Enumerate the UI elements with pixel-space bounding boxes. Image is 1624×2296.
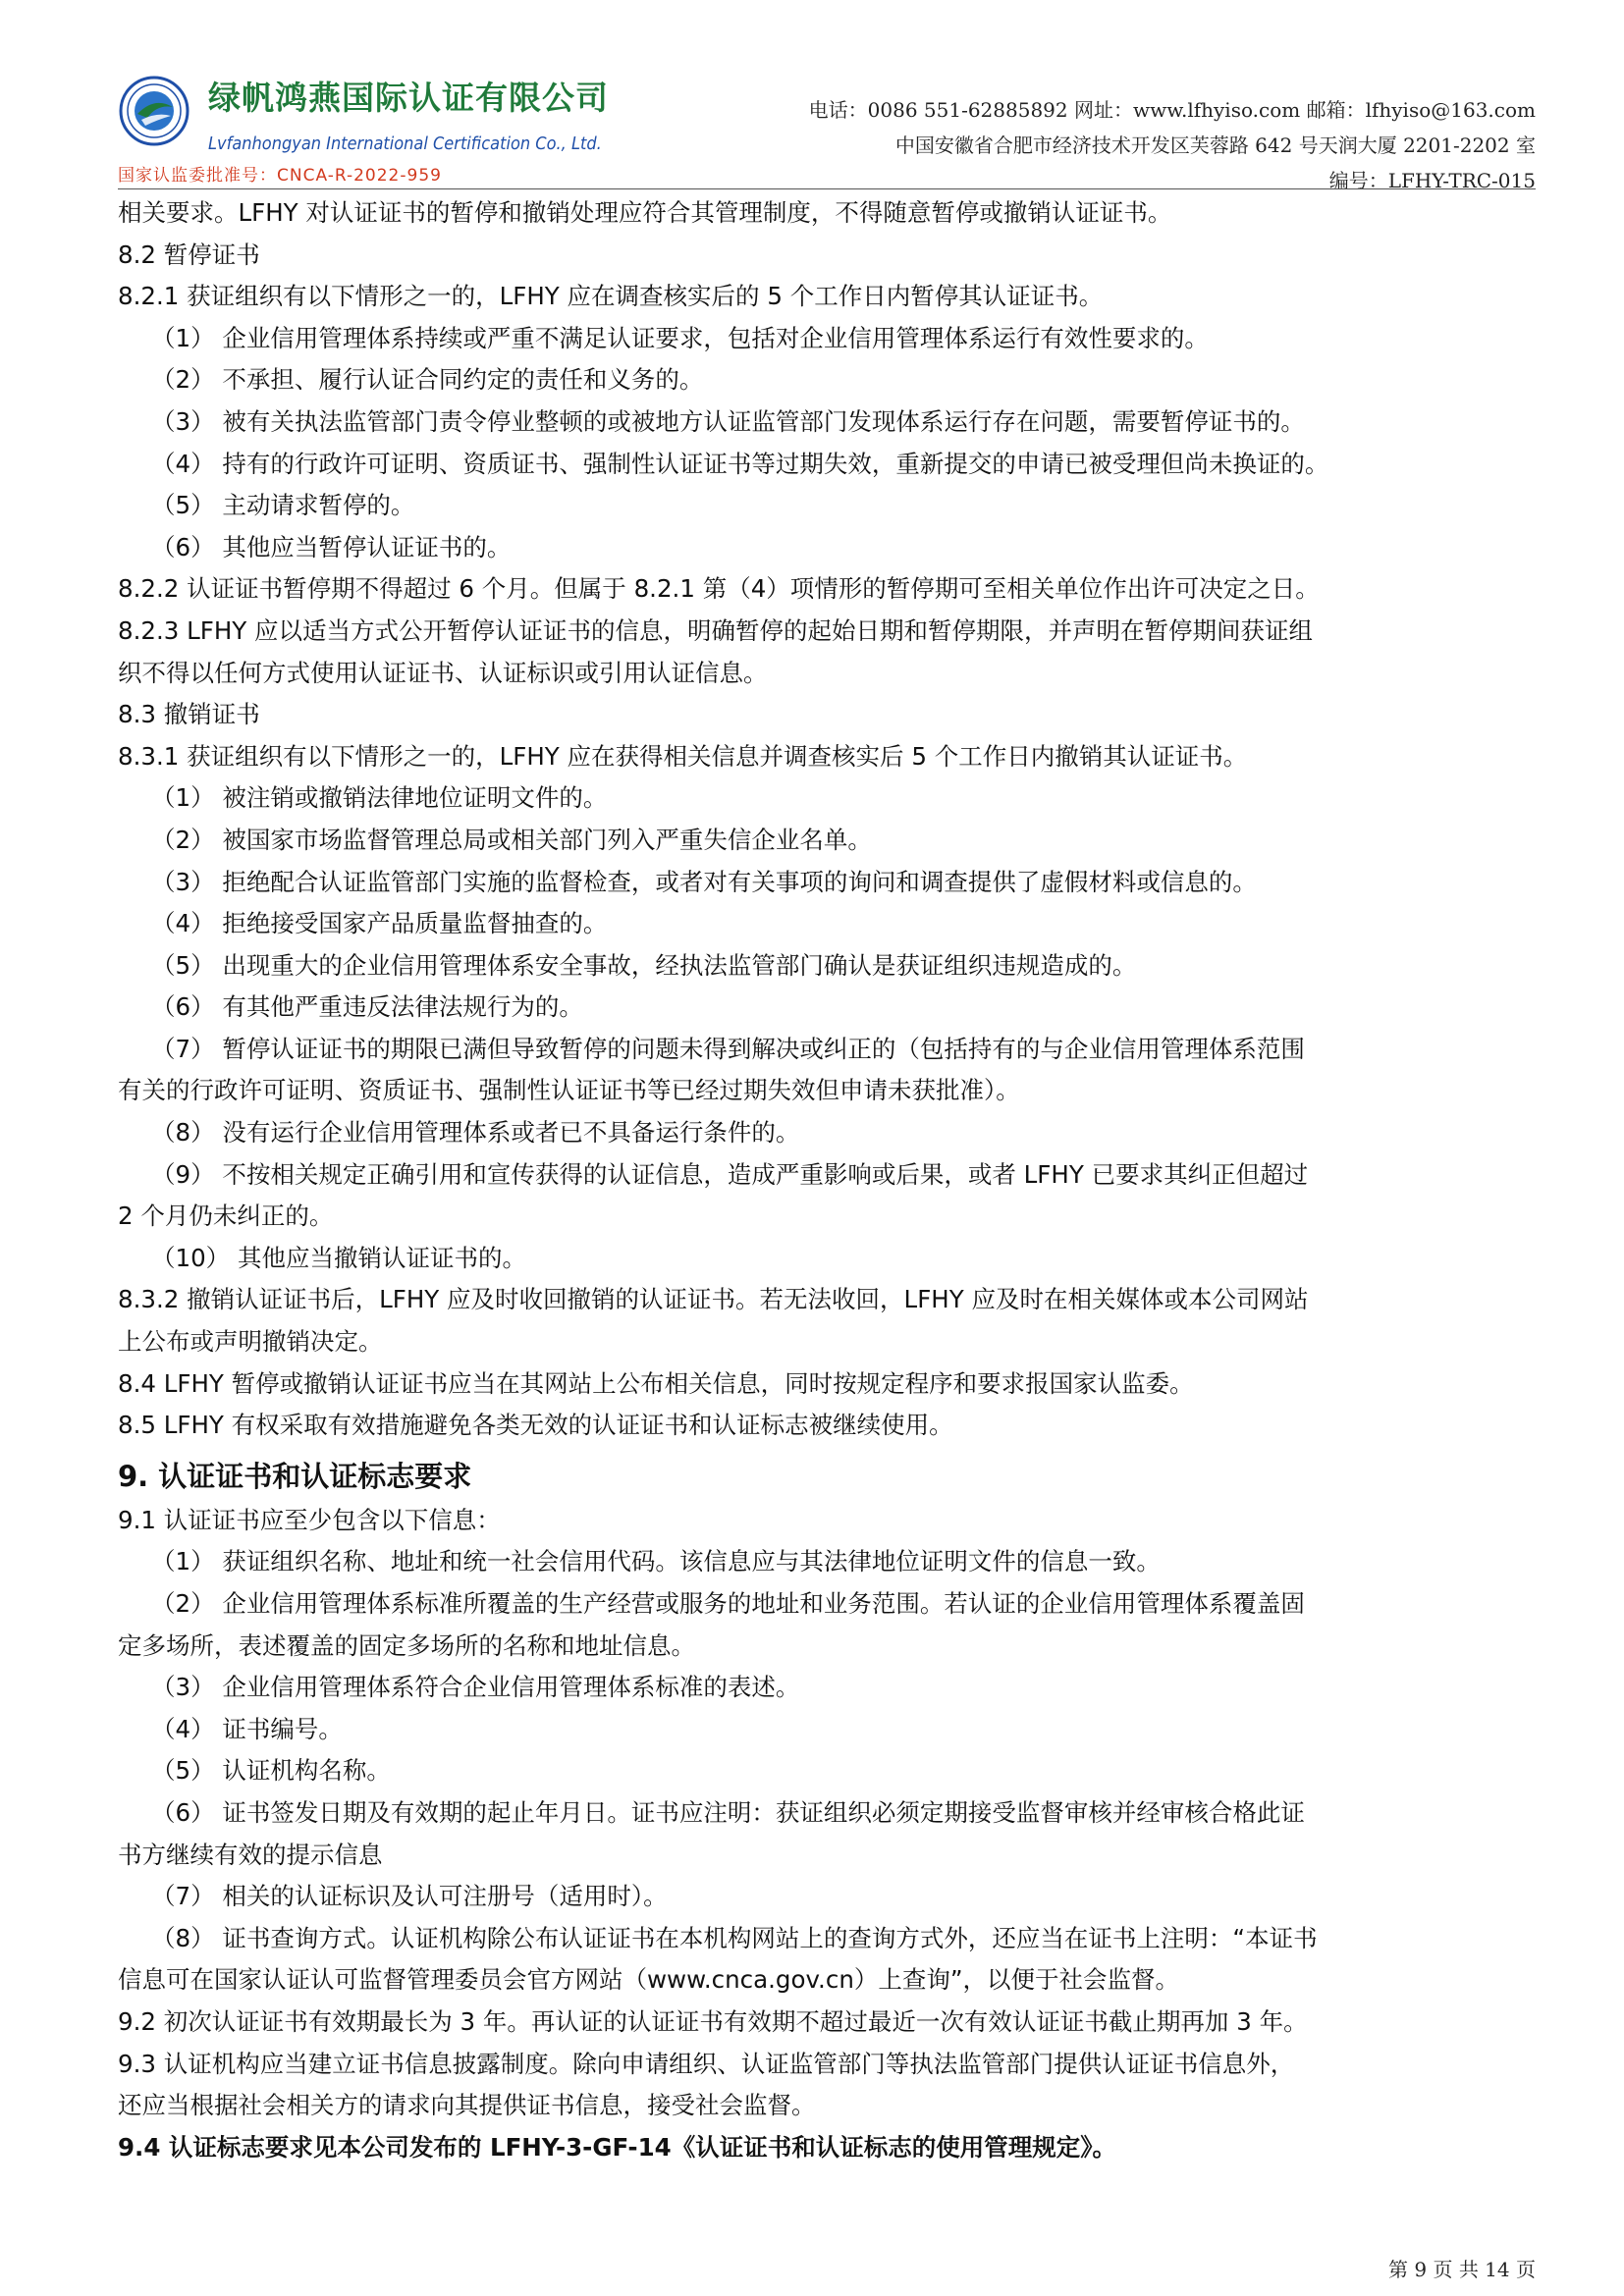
list-item: （6） 证书签发日期及有效期的起止年月日。证书应注明：获证组织必须定期接受监督审核并经审核合格此证: [151, 1797, 1305, 1827]
paragraph-line: 9.3 认证机构应当建立证书信息披露制度。除向申请组织、认证监管部门等执法监管部门提供认证证书信息外，: [118, 2049, 1295, 2078]
paragraph-line: 信息可在国家认证认可监督管理委员会官方网站（www.cnca.gov.cn）上查询”，以便于社会监督。: [118, 1965, 1180, 1995]
list-item: （3） 拒绝配合认证监管部门实施的监督检查，或者对有关事项的询问和调查提供了虚假材料或信息的。: [151, 867, 1257, 896]
paragraph-line: 2 个月仍未纠正的。: [118, 1201, 334, 1231]
page-header: [118, 69, 1536, 192]
list-item: （6） 其他应当暂停认证证书的。: [151, 532, 512, 561]
paragraph-line: 书方继续有效的提示信息: [118, 1840, 383, 1869]
list-item: （4） 拒绝接受国家产品质量监督抽查的。: [151, 909, 608, 938]
paragraph-line: 8.2 暂停证书: [118, 240, 260, 269]
header-divider: [118, 188, 1536, 189]
contact-line: 电话：0086 551-62885892 网址：www.lfhyiso.com 邮箱：lfhyiso@163.com: [808, 98, 1536, 122]
company-logo-icon: [118, 75, 190, 147]
paragraph-line: 8.4 LFHY 暂停或撤销认证证书应当在其网站上公布相关信息，同时按规定程序和要求报国家认监委。: [118, 1368, 1194, 1398]
paragraph-line: 定多场所，表述覆盖的固定多场所的名称和地址信息。: [118, 1630, 695, 1660]
list-item: （5） 认证机构名称。: [151, 1756, 391, 1786]
paragraph-line: 9.2 初次认证证书有效期最长为 3 年。再认证的认证证书有效期不超过最近一次有效认证证书截止期再加 3 年。: [118, 2006, 1308, 2036]
paragraph-line: 9.4 认证标志要求见本公司发布的 LFHY-3-GF-14《认证证书和认证标志的使用管理规定》。: [118, 2132, 1116, 2162]
paragraph-line: 8.5 LFHY 有权采取有效措施避免各类无效的认证证书和认证标志被继续使用。: [118, 1411, 953, 1440]
paragraph-line: 有关的行政许可证明、资质证书、强制性认证证书等已经过期失效但申请未获批准）。: [118, 1076, 1020, 1105]
approval-number: 国家认监委批准号：CNCA-R-2022-959: [118, 166, 442, 186]
list-item: （7） 暂停认证证书的期限已满但导致暂停的问题未得到解决或纠正的（包括持有的与企业信用管理体系范围: [151, 1034, 1305, 1063]
list-item: （8） 证书查询方式。认证机构除公布认证证书在本机构网站上的查询方式外，还应当在证书上注明：“本证书: [151, 1923, 1318, 1952]
list-item: （2） 不承担、履行认证合同约定的责任和义务的。: [151, 365, 704, 395]
company-name-en: Lvfanhongyan International Certification Co., Ltd.: [208, 133, 602, 154]
contact-block: [809, 92, 1536, 198]
paragraph-line: 8.3.1 获证组织有以下情形之一的，LFHY 应在获得相关信息并调查核实后 5 个工作日内撤销其认证证书。: [118, 741, 1248, 771]
list-item: （1） 获证组织名称、地址和统一社会信用代码。该信息应与其法律地位证明文件的信息一致。: [151, 1547, 1161, 1576]
paragraph-line: 8.2.3 LFHY 应以适当方式公开暂停认证证书的信息，明确暂停的起始日期和暂停期限，并声明在暂停期间获证组: [118, 615, 1314, 645]
address-line: 中国安徽省合肥市经济技术开发区芙蓉路 642 号天润大厦 2201-2202 室: [894, 133, 1536, 157]
list-item: （10） 其他应当撤销认证证书的。: [151, 1243, 526, 1272]
list-item: （4） 持有的行政许可证明、资质证书、强制性认证证书等过期失效，重新提交的申请已被受理但尚未换证的。: [151, 449, 1329, 478]
paragraph-line: 上公布或声明撤销决定。: [118, 1327, 383, 1357]
list-item: （5） 出现重大的企业信用管理体系安全事故，经执法监管部门确认是获证组织违规造成的。: [151, 950, 1137, 980]
company-name-cn: 绿帆鸿燕国际认证有限公司: [208, 79, 609, 117]
list-item: （2） 被国家市场监督管理总局或相关部门列入严重失信企业名单。: [151, 825, 872, 854]
list-item: （4） 证书编号。: [151, 1714, 343, 1743]
section-heading: 9. 认证证书和认证标志要求: [118, 1459, 472, 1493]
list-item: （3） 企业信用管理体系符合企业信用管理体系标准的表述。: [151, 1673, 800, 1702]
list-item: （3） 被有关执法监管部门责令停业整顿的或被地方认证监管部门发现体系运行存在问题，需要暂停证书的。: [151, 406, 1305, 436]
list-item: （9） 不按相关规定正确引用和宣传获得的认证信息，造成严重影响或后果，或者 LFHY 已要求其纠正但超过: [151, 1159, 1309, 1189]
list-item: （7） 相关的认证标识及认可注册号（适用时）。: [151, 1882, 668, 1911]
paragraph-line: 相关要求。LFHY 对认证证书的暂停和撤销处理应符合其管理制度，不得随意暂停或撤销认证证书。: [118, 198, 1172, 227]
paragraph-line: 织不得以任何方式使用认证证书、认证标识或引用认证信息。: [118, 658, 768, 687]
document-body: [118, 192, 1536, 2168]
list-item: （1） 被注销或撤销法律地位证明文件的。: [151, 783, 608, 813]
list-item: （2） 企业信用管理体系标准所覆盖的生产经营或服务的地址和业务范围。若认证的企业信用管理体系覆盖固: [151, 1589, 1305, 1618]
list-item: （5） 主动请求暂停的。: [151, 491, 415, 520]
paragraph-line: 8.3.2 撤销认证证书后，LFHY 应及时收回撤销的认证证书。若无法收回，LFHY 应及时在相关媒体或本公司网站: [118, 1285, 1309, 1314]
page-number: 第 9 页 共 14 页: [1388, 2258, 1536, 2281]
list-item: （1） 企业信用管理体系持续或严重不满足认证要求，包括对企业信用管理体系运行有效性要求的。: [151, 323, 1209, 352]
document-number: 编号：LFHY-TRC-015: [1328, 169, 1536, 192]
paragraph-line: 9.1 认证证书应至少包含以下信息：: [118, 1505, 501, 1534]
paragraph-line: 8.2.1 获证组织有以下情形之一的，LFHY 应在调查核实后的 5 个工作日内暂停其认证证书。: [118, 282, 1104, 311]
list-item: （6） 有其他严重违反法律法规行为的。: [151, 992, 583, 1022]
list-item: （8） 没有运行企业信用管理体系或者已不具备运行条件的。: [151, 1118, 800, 1148]
paragraph-line: 8.2.2 认证证书暂停期不得超过 6 个月。但属于 8.2.1 第（4）项情形的暂停期可至相关单位作出许可决定之日。: [118, 574, 1320, 604]
paragraph-line: 8.3 撤销证书: [118, 700, 260, 729]
paragraph-line: 还应当根据社会相关方的请求向其提供证书信息，接受社会监督。: [118, 2091, 816, 2120]
